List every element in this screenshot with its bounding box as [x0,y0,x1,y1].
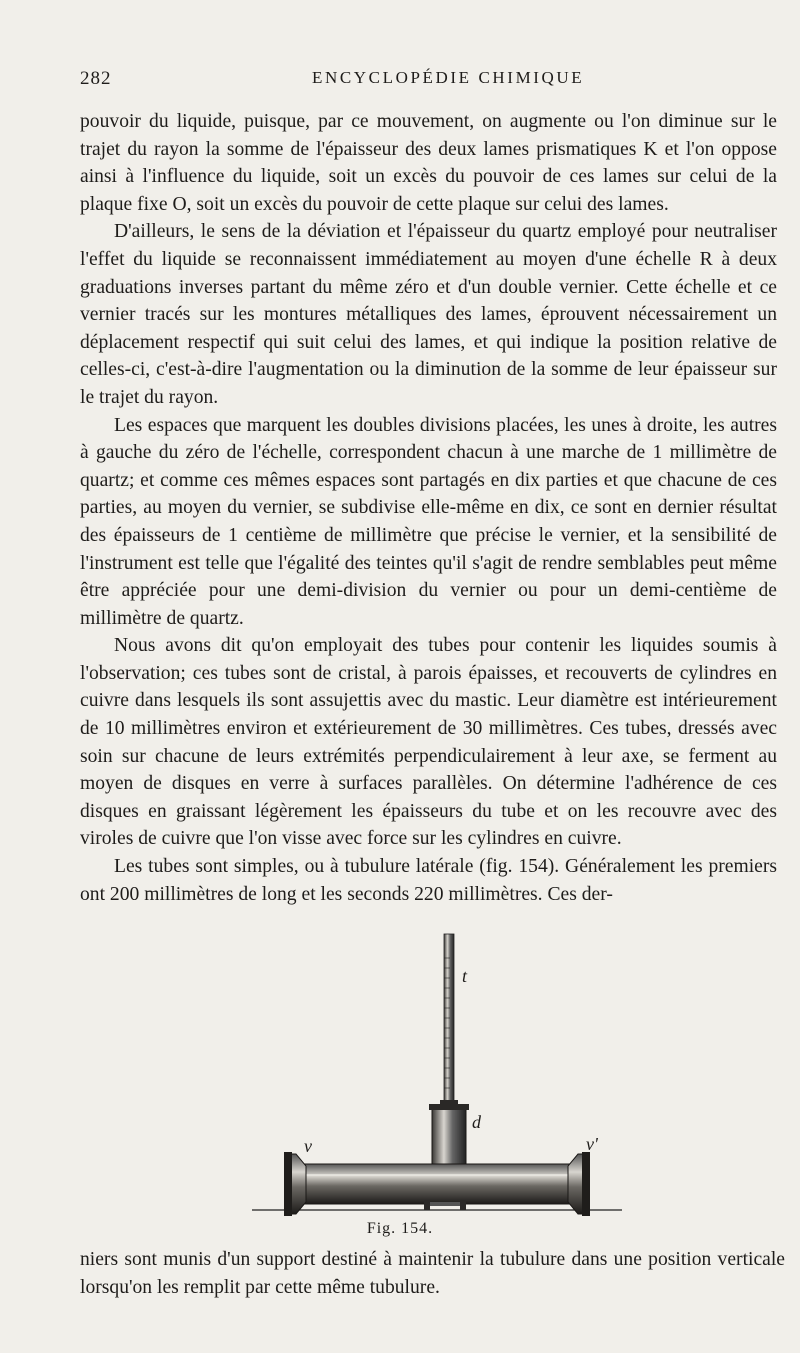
label-v-prime: v' [586,1134,598,1154]
tube-engraving [252,928,622,1218]
paragraph-continued: pouvoir du liquide, puisque, par ce mouvement, on augmente ou l'on diminue sur le trajet du rayon la somme de l'épaisseur des deux lames prismatiques K et l'on oppose ainsi à l'influence du liquide, soit un excès du pouvoir de ces lames sur celui de la plaque fixe O, soit un excès du pouvoir de cette plaque sur celui des lames. [80,111,777,215]
paragraph-tubes: Nous avons dit qu'on employait des tubes pour contenir les liquides soumis à l'observation; ces tubes sont de cristal, à parois épaisses, et recouverts de cylindres en cuivre dans lesquels ils sont assujettis avec du mastic. Leur diamètre est intérieurement de 10 millimètres environ et extérieurement de 30 millimètres. Ces tubes, dressés avec soin sur chacune de leurs extrémités perpendiculairement à leur axe, se ferment au moyen de disques en verre à surfaces parallèles. On détermine l'adhérence de ces disques en graissant légèrement les épaisseurs du tube et on les recouvre avec des viroles de cuivre que l'on visse avec force sur les cylindres en cuivre. [80,635,777,850]
figure-tube-illustration [252,928,622,1218]
running-title: ENCYCLOPÉDIE CHIMIQUE [312,68,585,87]
paragraph-divisions: Les espaces que marquent les doubles divisions placées, les unes à droite, les autres à gauche du zéro de l'échelle, correspondent chacun à une marche de 1 millimètre de quartz; et comme ces mêmes espaces sont partagés en dix parties et que chacune de ces parties, au moyen du vernier, se subdivise elle-même en dix, ce sont en dernier résultat des épaisseurs de 1 centième de millimètre que précise le vernier, et la sensibilité de l'instrument est telle que l'égalité des teintes qu'il s'agit de rendre semblables peut même être appréciée pour une demi-division du vernier ou pour un demi-centième de millimètre de quartz. [80,414,777,629]
support-foot-left [424,1200,430,1210]
graduated-tube [444,934,454,1104]
body-text-after-figure [80,1246,785,1301]
paragraph-scale-vernier: D'ailleurs, le sens de la déviation et l'épaisseur du quartz employé pour neutraliser l'effet du liquide se reconnaissent immédiatement au moyen d'une échelle R à deux graduations inverses partant du même zéro et d'un double vernier. Cette échelle et ce vernier tracés sur les montures métalliques des lames, éprouvent nécessairement un déplacement respectif qui suit celui des lames, et qui indique la position relative de celles-ci, c'est-à-dire l'augmentation ou la diminution de la somme de leur épaisseur sur le trajet du rayon. [80,221,777,408]
paragraph-tube-types: Les tubes sont simples, ou à tubulure latérale (fig. 154). Généralement les premiers ont 200 millimètres de long et les seconds 220 millimètres. Ces der- [80,856,777,905]
paragraph-continuation: niers sont munis d'un support destiné à maintenir la tubulure dans une position verticale lorsqu'on les remplit par cette même tubulure. [80,1249,785,1298]
label-d: d [472,1112,481,1132]
body-text [80,108,777,908]
page-number: 282 [80,68,112,89]
label-t: t [462,966,468,986]
label-v: v [304,1136,312,1156]
support-foot-right [460,1200,466,1210]
horizontal-tube [302,1164,572,1204]
page-header [80,68,780,92]
figure-caption: Fig. 154. [366,1220,434,1237]
